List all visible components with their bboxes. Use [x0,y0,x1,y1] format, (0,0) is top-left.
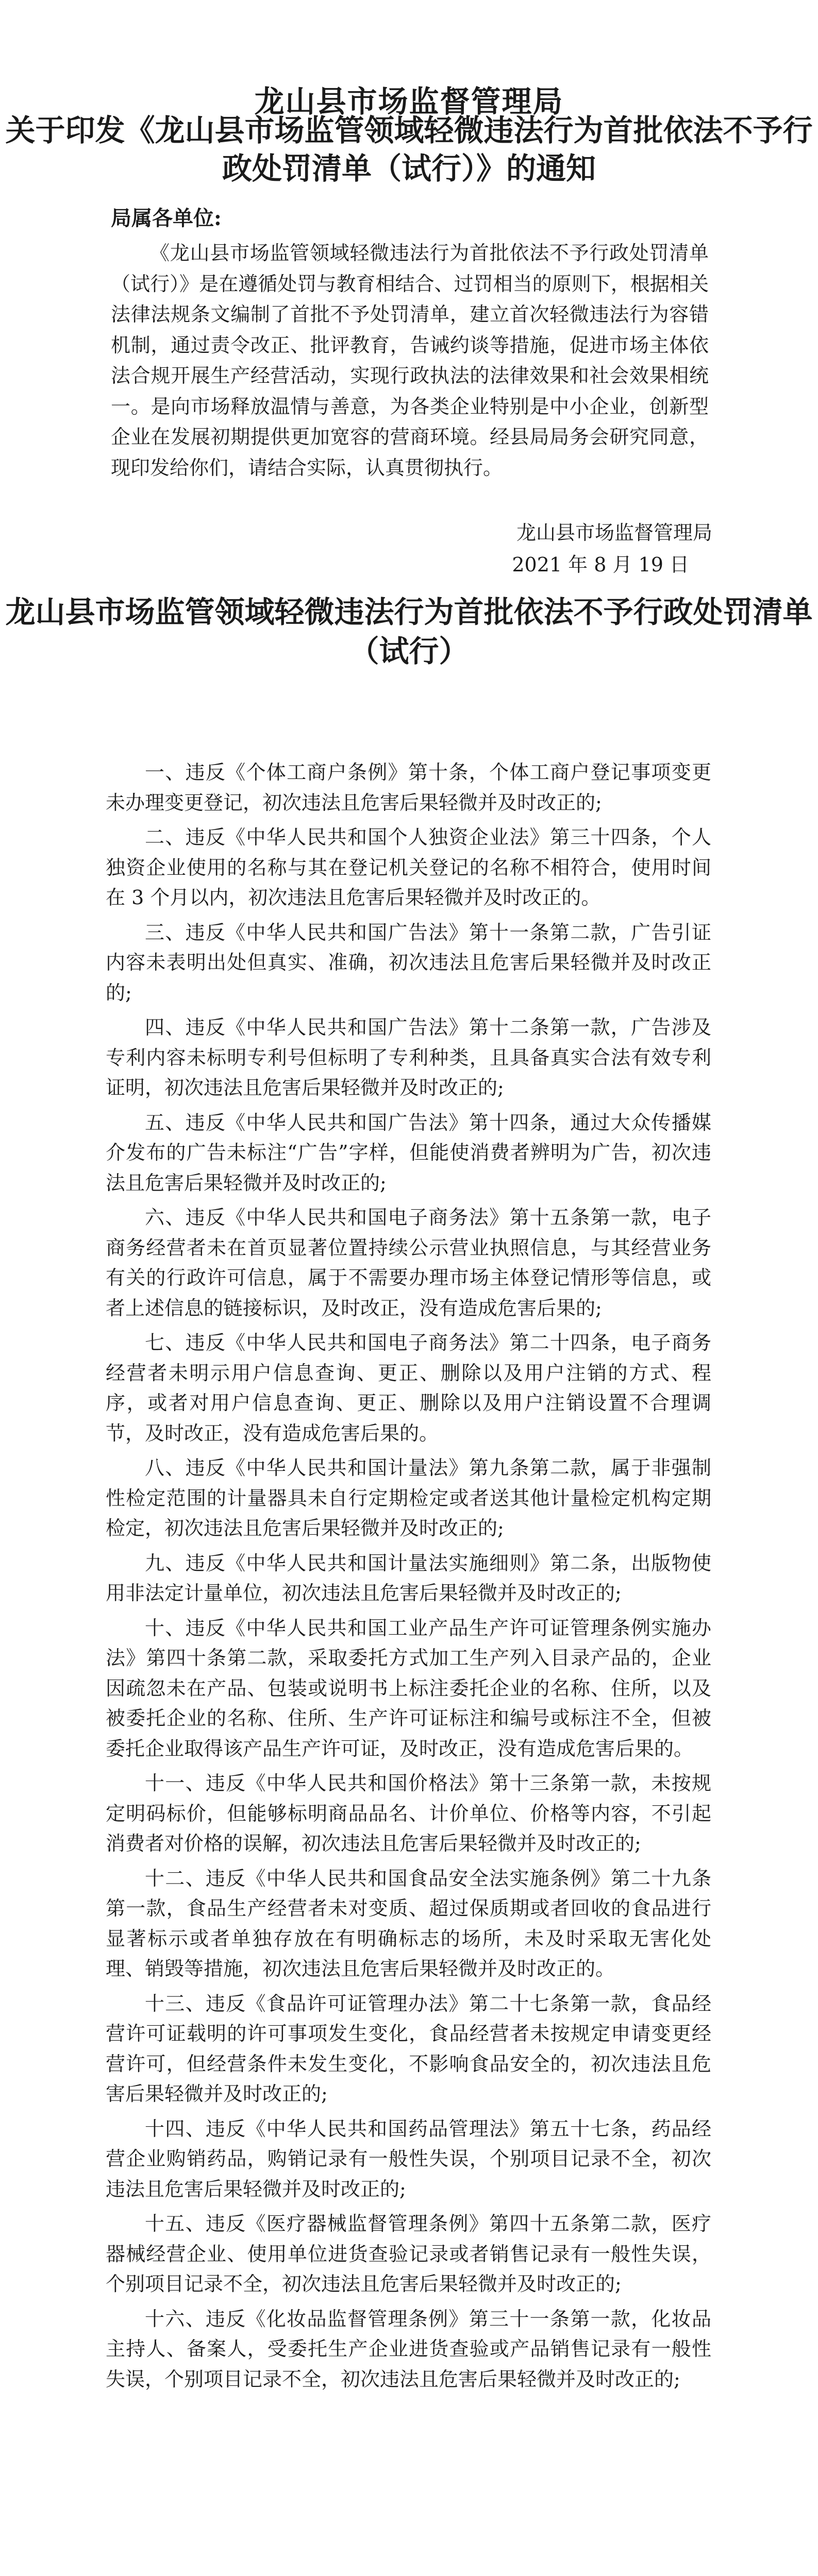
list-item: 八、违反《中华人民共和国计量法》第九条第二款，属于非强制性检定范围的计量器具未自行定期检定或者送其他计量检定机构定期检定，初次违法且危害后果轻微并及时改正的; [106,1456,711,1539]
list-item: 一、违反《个体工商户条例》第十条，个体工商户登记事项变更未办理变更登记，初次违法且危害后果轻微并及时改正的; [106,761,711,814]
list-item: 十六、违反《化妆品监督管理条例》第三十一条第一款，化妆品主持人、备案人，受委托生产企业进货查验或产品销售记录有一般性失误，个别项目记录不全，初次违法且危害后果轻微并及时改正的; [106,2307,711,2391]
list-item: 十、违反《中华人民共和国工业产品生产许可证管理条例实施办法》第四十条第二款，采取委托方式加工生产列入目录产品的，企业因疏忽未在产品、包装或说明书上标注委托企业的名称、住所，以及被委托企业的名称、住所、生产许可证标注和编号或标注不全，但被委托企业取得该产品生产许可证，及时改正，没有造成危害后果的。 [106,1616,711,1760]
recipient: 局属各单位: [111,206,222,230]
violation-list [106,757,711,2399]
list-item: 十二、违反《中华人民共和国食品安全法实施条例》第二十九条第一款，食品生产经营者未对变质、超过保质期或者回收的食品进行显著标示或者单独存放在有明确标志的场所，未及时采取无害化处理、销毁等措施，初次违法且危害后果轻微并及时改正的。 [106,1867,711,1980]
list-item: 五、违反《中华人民共和国广告法》第十四条，通过大众传播媒介发布的广告未标注“广告”字样，但能使消费者辨明为广告，初次违法且危害后果轻微并及时改正的; [106,1111,711,1194]
list-title: 龙山县市场监管领域轻微违法行为首批依法不予行政处罚清单（试行） [5,595,813,669]
list-item: 七、违反《中华人民共和国电子商务法》第二十四条，电子商务经营者未明示用户信息查询、更正、删除以及用户注销的方式、程序，或者对用户信息查询、更正、删除以及用户注销设置不合理调节，及时改正，没有造成危害后果的。 [106,1331,711,1445]
signer: 龙山县市场监督管理局 [516,521,712,544]
list-item: 三、违反《中华人民共和国广告法》第十一条第二款，广告引证内容未表明出处但真实、准确，初次违法且危害后果轻微并及时改正的; [106,921,711,1004]
notice-title: 关于印发《龙山县市场监管领域轻微违法行为首批依法不予行政处罚清单（试行）》的通知 [5,113,813,186]
sign-date: 2021 年 8 月 19 日 [512,553,689,576]
list-item: 二、违反《中华人民共和国个人独资企业法》第三十四条，个人独资企业使用的名称与其在登记机关登记的名称不相符合，使用时间在 3 个月以内，初次违法且危害后果轻微并及时改正的。 [106,826,711,909]
list-item: 九、违反《中华人民共和国计量法实施细则》第二条，出版物使用非法定计量单位，初次违法且危害后果轻微并及时改正的; [106,1551,711,1604]
list-item: 四、违反《中华人民共和国广告法》第十二条第一款，广告涉及专利内容未标明专利号但标明了专利种类，且具备真实合法有效专利证明，初次违法且危害后果轻微并及时改正的; [106,1016,711,1099]
list-item: 十一、违反《中华人民共和国价格法》第十三条第一款，未按规定明码标价，但能够标明商品品名、计价单位、价格等内容，不引起消费者对价格的误解，初次违法且危害后果轻微并及时改正的; [106,1772,711,1855]
org-name: 龙山县市场监督管理局 [254,84,564,119]
list-item: 六、违反《中华人民共和国电子商务法》第十五条第一款，电子商务经营者未在首页显著位置持续公示营业执照信息，与其经营业务有关的行政许可信息，属于不需要办理市场主体登记情形等信息，或者上述信息的链接标识，及时改正，没有造成危害后果的; [106,1206,711,1319]
list-item: 十五、违反《医疗器械监督管理条例》第四十五条第二款，医疗器械经营企业、使用单位进货查验记录或者销售记录有一般性失误，个别项目记录不全，初次违法且危害后果轻微并及时改正的; [106,2212,711,2295]
list-item: 十四、违反《中华人民共和国药品管理法》第五十七条，药品经营企业购销药品，购销记录有一般性失误，个别项目记录不全，初次违法且危害后果轻微并及时改正的; [106,2117,711,2200]
list-item: 十三、违反《食品许可证管理办法》第二十七条第一款，食品经营许可证载明的许可事项发生变化，食品经营者未按规定申请变更经营许可，但经营条件未发生变化，不影响食品安全的，初次违法且危害后果轻微并及时改正的; [106,1992,711,2105]
notice-body: 《龙山县市场监管领域轻微违法行为首批依法不予行政处罚清单（试行）》是在遵循处罚与教育相结合、过罚相当的原则下，根据相关法律法规条文编制了首批不予处罚清单，建立首次轻微违法行为容错机制，通过责令改正、批评教育，告诫约谈等措施，促进市场主体依法合规开展生产经营活动，实现行政执法的法律效果和社会效果相统一。是向市场释放温情与善意，为各类企业特别是中小企业，创新型企业在发展初期提供更加宽容的营商环境。经县局局务会研究同意，现印发给你们，请结合实际，认真贯彻执行。 [111,242,709,479]
